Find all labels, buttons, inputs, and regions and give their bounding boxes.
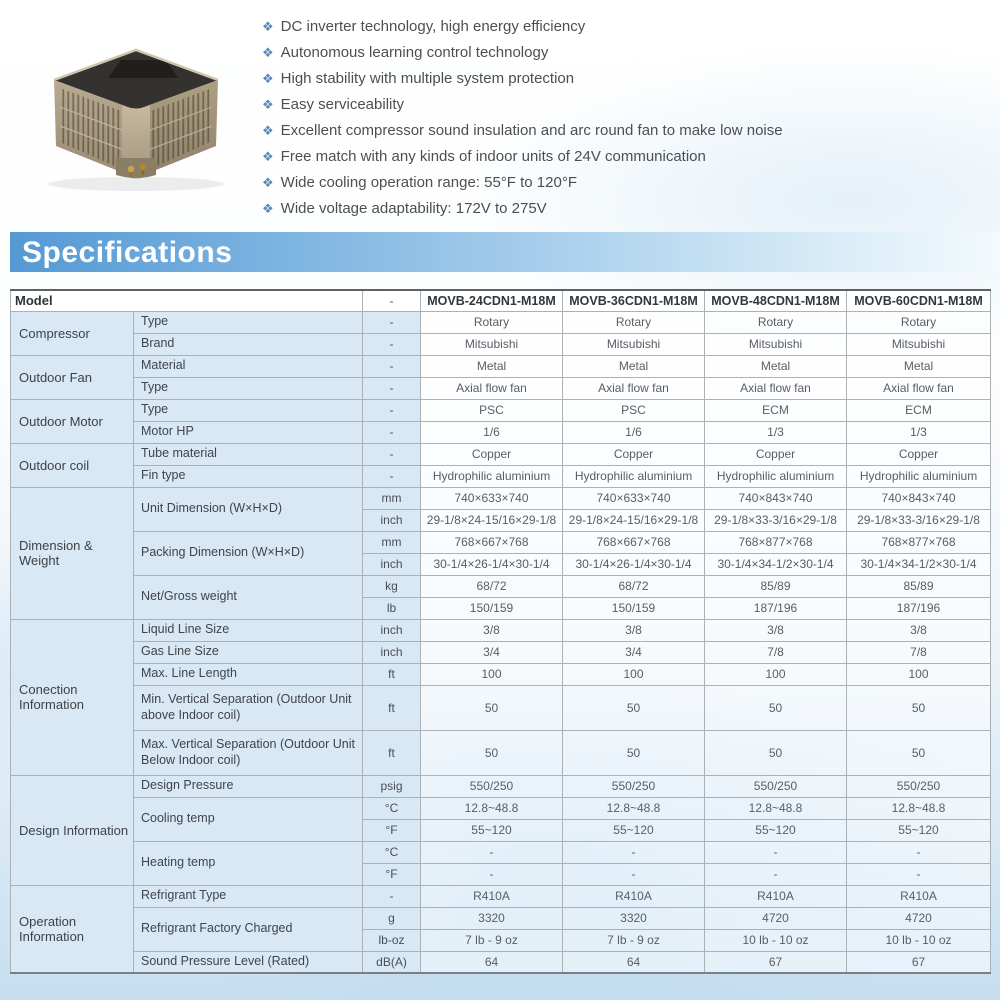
value-cell: 50: [563, 730, 705, 775]
table-row: [11, 355, 991, 377]
row-label-cell: Tube material: [134, 443, 363, 465]
category-cell: Dimension & Weight: [11, 487, 134, 619]
value-cell: Copper: [705, 443, 847, 465]
value-cell: 85/89: [847, 575, 991, 597]
row-label-cell: Max. Vertical Separation (Outdoor Unit Below Indoor coil): [134, 730, 363, 775]
unit-cell: lb-oz: [363, 929, 421, 951]
diamond-bullet-icon: ❖: [262, 70, 274, 86]
value-cell: 64: [421, 951, 563, 973]
value-cell: 187/196: [847, 597, 991, 619]
unit-cell: inch: [363, 509, 421, 531]
feature-item: [262, 65, 783, 91]
value-cell: Axial flow fan: [421, 377, 563, 399]
feature-item: [262, 143, 783, 169]
row-label-cell: Type: [134, 311, 363, 333]
row-label-cell: Net/Gross weight: [134, 575, 363, 619]
table-row: [11, 841, 991, 863]
unit-cell: °C: [363, 841, 421, 863]
table-row: [11, 531, 991, 553]
value-cell: 1/3: [705, 421, 847, 443]
value-cell: 740×843×740: [847, 487, 991, 509]
unit-cell: °F: [363, 819, 421, 841]
unit-cell: -: [363, 311, 421, 333]
value-cell: Mitsubishi: [847, 333, 991, 355]
value-cell: 150/159: [563, 597, 705, 619]
value-cell: 55~120: [705, 819, 847, 841]
unit-cell: g: [363, 907, 421, 929]
value-cell: Rotary: [847, 311, 991, 333]
table-row: [11, 885, 991, 907]
unit-cell: -: [363, 333, 421, 355]
category-cell: Outdoor coil: [11, 443, 134, 487]
diamond-bullet-icon: ❖: [262, 174, 274, 190]
unit-cell: -: [363, 421, 421, 443]
category-cell: Compressor: [11, 311, 134, 355]
value-cell: 768×667×768: [563, 531, 705, 553]
value-cell: 30-1/4×26-1/4×30-1/4: [563, 553, 705, 575]
value-cell: 7/8: [705, 641, 847, 663]
diamond-bullet-icon: ❖: [262, 148, 274, 164]
unit-cell: -: [363, 443, 421, 465]
value-cell: 10 lb - 10 oz: [847, 929, 991, 951]
table-row: [11, 730, 991, 775]
value-cell: 4720: [847, 907, 991, 929]
diamond-bullet-icon: ❖: [262, 122, 274, 138]
value-cell: 4720: [705, 907, 847, 929]
value-cell: 768×877×768: [847, 531, 991, 553]
value-cell: 3/4: [563, 641, 705, 663]
value-cell: 30-1/4×34-1/2×30-1/4: [705, 553, 847, 575]
diamond-bullet-icon: ❖: [262, 200, 274, 216]
value-cell: 55~120: [847, 819, 991, 841]
category-cell: Conection Information: [11, 619, 134, 775]
value-cell: Hydrophilic aluminium: [847, 465, 991, 487]
value-cell: Hydrophilic aluminium: [421, 465, 563, 487]
value-cell: 10 lb - 10 oz: [705, 929, 847, 951]
value-cell: 12.8~48.8: [421, 797, 563, 819]
row-label-cell: Design Pressure: [134, 775, 363, 797]
unit-cell: ft: [363, 663, 421, 685]
feature-text: Free match with any kinds of indoor units of 24V communication: [280, 147, 706, 165]
unit-cell: inch: [363, 641, 421, 663]
value-cell: 3/4: [421, 641, 563, 663]
value-cell: Copper: [563, 443, 705, 465]
value-cell: 29-1/8×33-3/16×29-1/8: [847, 509, 991, 531]
feature-text: DC inverter technology, high energy efficiency: [280, 17, 586, 35]
feature-text: Excellent compressor sound insulation and arc round fan to make low noise: [280, 121, 783, 139]
row-label-cell: Sound Pressure Level (Rated): [134, 951, 363, 973]
value-cell: 3320: [421, 907, 563, 929]
value-cell: 67: [705, 951, 847, 973]
unit-cell: mm: [363, 531, 421, 553]
diamond-bullet-icon: ❖: [262, 18, 274, 34]
row-label-cell: Liquid Line Size: [134, 619, 363, 641]
page-title: Specifications: [22, 236, 233, 269]
table-row: [11, 487, 991, 509]
value-cell: 68/72: [421, 575, 563, 597]
value-cell: -: [705, 863, 847, 885]
row-label-cell: Cooling temp: [134, 797, 363, 841]
value-cell: 29-1/8×24-15/16×29-1/8: [421, 509, 563, 531]
value-cell: 12.8~48.8: [705, 797, 847, 819]
value-cell: 740×843×740: [705, 487, 847, 509]
value-cell: 55~120: [563, 819, 705, 841]
table-row: [11, 333, 991, 355]
value-cell: 64: [563, 951, 705, 973]
table-row: [11, 951, 991, 973]
value-cell: 3/8: [705, 619, 847, 641]
model-name-cell: MOVB-60CDN1-M18M: [847, 290, 991, 311]
value-cell: -: [847, 863, 991, 885]
unit-cell: inch: [363, 619, 421, 641]
row-label-cell: Motor HP: [134, 421, 363, 443]
value-cell: Axial flow fan: [563, 377, 705, 399]
value-cell: Rotary: [563, 311, 705, 333]
feature-item: [262, 13, 783, 39]
value-cell: 68/72: [563, 575, 705, 597]
value-cell: -: [563, 841, 705, 863]
value-cell: 55~120: [421, 819, 563, 841]
row-label-cell: Min. Vertical Separation (Outdoor Unit above Indoor coil): [134, 685, 363, 730]
model-name-cell: MOVB-36CDN1-M18M: [563, 290, 705, 311]
value-cell: 150/159: [421, 597, 563, 619]
value-cell: 3/8: [421, 619, 563, 641]
value-cell: 100: [847, 663, 991, 685]
row-label-cell: Refrigrant Type: [134, 885, 363, 907]
feature-list: [262, 13, 783, 221]
row-label-cell: Packing Dimension (W×H×D): [134, 531, 363, 575]
value-cell: 100: [421, 663, 563, 685]
table-row: [11, 443, 991, 465]
value-cell: 740×633×740: [563, 487, 705, 509]
feature-text: High stability with multiple system protection: [280, 69, 575, 87]
value-cell: 50: [563, 685, 705, 730]
table-row: [11, 575, 991, 597]
value-cell: 550/250: [705, 775, 847, 797]
condenser-unit-illustration: [36, 30, 236, 195]
value-cell: 50: [847, 730, 991, 775]
value-cell: Mitsubishi: [563, 333, 705, 355]
table-row: [11, 907, 991, 929]
model-header-row: [11, 290, 991, 311]
unit-cell: °C: [363, 797, 421, 819]
table-row: [11, 685, 991, 730]
value-cell: 85/89: [705, 575, 847, 597]
value-cell: Rotary: [421, 311, 563, 333]
row-label-cell: Heating temp: [134, 841, 363, 885]
table-row: [11, 311, 991, 333]
row-label-cell: Max. Line Length: [134, 663, 363, 685]
row-label-cell: Material: [134, 355, 363, 377]
value-cell: 100: [563, 663, 705, 685]
value-cell: 67: [847, 951, 991, 973]
value-cell: 550/250: [847, 775, 991, 797]
category-cell: Design Information: [11, 775, 134, 885]
category-cell: Outdoor Fan: [11, 355, 134, 399]
table-row: [11, 663, 991, 685]
unit-header-cell: -: [363, 290, 421, 311]
table-row: [11, 797, 991, 819]
product-image: [36, 30, 236, 195]
value-cell: Axial flow fan: [847, 377, 991, 399]
unit-cell: °F: [363, 863, 421, 885]
value-cell: Mitsubishi: [705, 333, 847, 355]
value-cell: 1/6: [421, 421, 563, 443]
unit-cell: -: [363, 465, 421, 487]
table-row: [11, 421, 991, 443]
value-cell: 30-1/4×26-1/4×30-1/4: [421, 553, 563, 575]
value-cell: 740×633×740: [421, 487, 563, 509]
unit-cell: -: [363, 885, 421, 907]
value-cell: 50: [705, 685, 847, 730]
value-cell: 3/8: [847, 619, 991, 641]
model-name-cell: MOVB-48CDN1-M18M: [705, 290, 847, 311]
model-row-label: Model: [11, 290, 363, 311]
table-row: [11, 641, 991, 663]
diamond-bullet-icon: ❖: [262, 96, 274, 112]
value-cell: -: [421, 863, 563, 885]
diamond-bullet-icon: ❖: [262, 44, 274, 60]
row-label-cell: Gas Line Size: [134, 641, 363, 663]
value-cell: 50: [421, 685, 563, 730]
value-cell: Axial flow fan: [705, 377, 847, 399]
unit-cell: -: [363, 355, 421, 377]
value-cell: 1/6: [563, 421, 705, 443]
value-cell: 7/8: [847, 641, 991, 663]
value-cell: 768×667×768: [421, 531, 563, 553]
feature-text: Easy serviceability: [280, 95, 405, 113]
model-name-cell: MOVB-24CDN1-M18M: [421, 290, 563, 311]
value-cell: PSC: [421, 399, 563, 421]
unit-cell: ft: [363, 685, 421, 730]
unit-cell: psig: [363, 775, 421, 797]
specifications-banner: [10, 232, 1000, 272]
feature-text: Wide cooling operation range: 55°F to 120°F: [280, 173, 577, 191]
feature-text: Autonomous learning control technology: [280, 43, 549, 61]
value-cell: -: [421, 841, 563, 863]
unit-cell: inch: [363, 553, 421, 575]
table-row: [11, 465, 991, 487]
value-cell: 30-1/4×34-1/2×30-1/4: [847, 553, 991, 575]
value-cell: Rotary: [705, 311, 847, 333]
value-cell: 7 lb - 9 oz: [563, 929, 705, 951]
table-row: [11, 619, 991, 641]
value-cell: Metal: [563, 355, 705, 377]
value-cell: Mitsubishi: [421, 333, 563, 355]
value-cell: 50: [847, 685, 991, 730]
value-cell: 100: [705, 663, 847, 685]
value-cell: 12.8~48.8: [847, 797, 991, 819]
unit-cell: kg: [363, 575, 421, 597]
feature-item: [262, 195, 783, 221]
value-cell: 3320: [563, 907, 705, 929]
value-cell: 29-1/8×24-15/16×29-1/8: [563, 509, 705, 531]
value-cell: 550/250: [563, 775, 705, 797]
unit-cell: lb: [363, 597, 421, 619]
table-row: [11, 399, 991, 421]
value-cell: -: [563, 863, 705, 885]
row-label-cell: Type: [134, 399, 363, 421]
unit-cell: mm: [363, 487, 421, 509]
row-label-cell: Fin type: [134, 465, 363, 487]
value-cell: 50: [421, 730, 563, 775]
category-cell: Outdoor Motor: [11, 399, 134, 443]
value-cell: 29-1/8×33-3/16×29-1/8: [705, 509, 847, 531]
value-cell: R410A: [847, 885, 991, 907]
value-cell: 7 lb - 9 oz: [421, 929, 563, 951]
unit-cell: dB(A): [363, 951, 421, 973]
value-cell: Copper: [847, 443, 991, 465]
value-cell: 187/196: [705, 597, 847, 619]
value-cell: PSC: [563, 399, 705, 421]
category-cell: Operation Information: [11, 885, 134, 973]
value-cell: 1/3: [847, 421, 991, 443]
feature-item: [262, 117, 783, 143]
value-cell: Metal: [705, 355, 847, 377]
value-cell: ECM: [847, 399, 991, 421]
value-cell: Copper: [421, 443, 563, 465]
row-label-cell: Unit Dimension (W×H×D): [134, 487, 363, 531]
unit-cell: -: [363, 377, 421, 399]
feature-item: [262, 39, 783, 65]
value-cell: Metal: [847, 355, 991, 377]
row-label-cell: Refrigrant Factory Charged: [134, 907, 363, 951]
value-cell: -: [705, 841, 847, 863]
unit-cell: ft: [363, 730, 421, 775]
value-cell: Hydrophilic aluminium: [705, 465, 847, 487]
value-cell: R410A: [421, 885, 563, 907]
value-cell: Hydrophilic aluminium: [563, 465, 705, 487]
value-cell: -: [847, 841, 991, 863]
table-row: [11, 377, 991, 399]
value-cell: R410A: [563, 885, 705, 907]
value-cell: 3/8: [563, 619, 705, 641]
value-cell: 50: [705, 730, 847, 775]
table-row: [11, 775, 991, 797]
value-cell: ECM: [705, 399, 847, 421]
row-label-cell: Brand: [134, 333, 363, 355]
value-cell: Metal: [421, 355, 563, 377]
value-cell: R410A: [705, 885, 847, 907]
value-cell: 12.8~48.8: [563, 797, 705, 819]
feature-item: [262, 169, 783, 195]
value-cell: 768×877×768: [705, 531, 847, 553]
unit-cell: -: [363, 399, 421, 421]
specifications-table: [10, 289, 991, 974]
feature-text: Wide voltage adaptability: 172V to 275V: [280, 199, 547, 217]
value-cell: 550/250: [421, 775, 563, 797]
row-label-cell: Type: [134, 377, 363, 399]
feature-item: [262, 91, 783, 117]
